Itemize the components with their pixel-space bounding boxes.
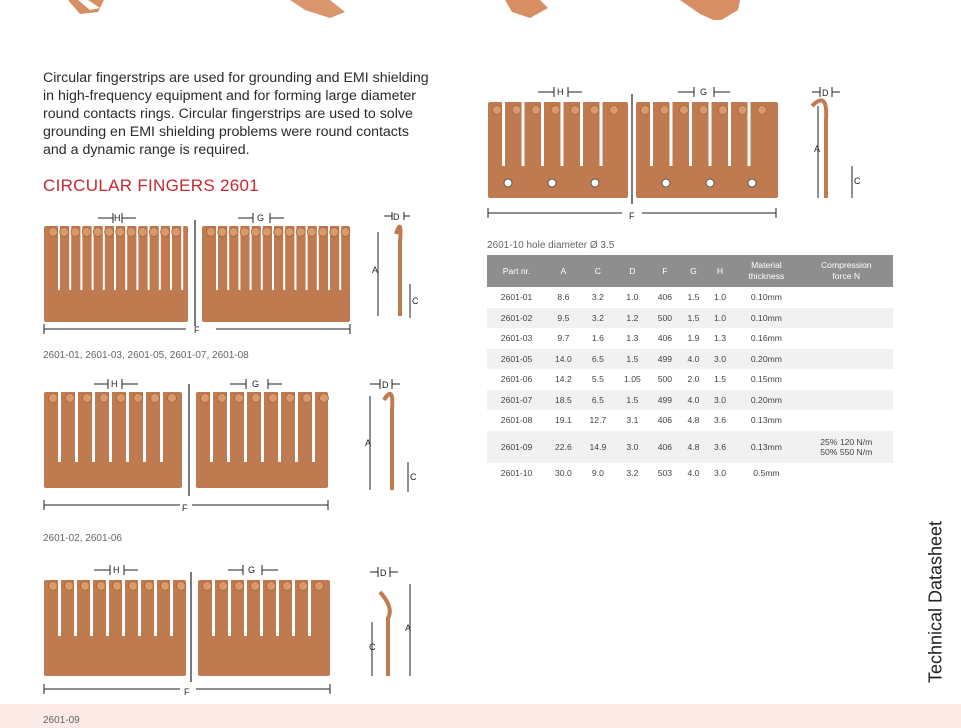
table-cell: 2601-03 [500,333,533,344]
finger-tip [145,582,154,591]
col-header-part: Part nr. [487,255,546,287]
figure-caption-4: 2601-10 hole diameter Ø 3.5 [487,240,615,251]
finger-slot [58,578,61,636]
table-cell: 4.0 [687,467,700,478]
finger-slot [75,390,78,462]
finger-slot [122,578,125,636]
table-cell: 0.10mm [733,308,799,329]
finger-slot [670,100,673,166]
finger-tip [299,582,308,591]
dim-label-f: F [184,687,190,697]
col-header-force-line: Compression [820,260,872,270]
finger-slot [276,578,279,636]
finger-slot [295,390,298,462]
finger-tip [320,394,329,403]
table-cell: 14.9 [581,431,616,463]
table-cell: 4.8 [687,415,700,426]
product-photo-2 [290,0,345,18]
finger-slot [181,224,183,290]
finger-tip [267,582,276,591]
intro-line: grounding en EMI shielding problems were round contacts [43,124,409,140]
finger-tip [512,106,521,115]
finger-tip [719,106,728,115]
finger-slot [709,100,712,166]
table-cell: 3.0 [615,431,650,463]
finger-tip [71,228,80,237]
table-cell: 406 [657,333,673,344]
figure-fingerstrip-1 [38,206,428,338]
finger-slot [689,100,692,166]
dim-label-g: G [257,213,265,223]
table-cell: 1.0 [707,308,734,329]
finger-tip [285,228,294,237]
table-cell: 2601-07 [487,390,546,411]
finger-tip [269,394,278,403]
table-row [487,308,893,329]
col-header-c: C [581,255,616,287]
finger-slot [278,390,281,462]
finger-slot [212,578,215,636]
dim-label-d: D [393,212,400,222]
table-cell: 0.13mm [733,431,799,463]
finger-slot [210,390,213,462]
finger-tip [81,582,90,591]
finger-slot [728,100,731,166]
finger-slot [227,390,230,462]
finger-tip [161,582,170,591]
product-photo-3 [505,0,548,18]
finger-tip [129,582,138,591]
table-row [487,328,893,349]
table-cell: 1.5 [615,349,650,370]
mount-hole [591,179,599,187]
table-cell: 2601-08 [500,415,533,426]
dim-label-d: D [822,88,829,98]
finger-slot [154,578,157,636]
finger-slot [143,390,146,462]
finger-tip [127,228,136,237]
table-cell: 1.5 [687,292,700,303]
footer-band [0,704,961,728]
table-cell: 0.10mm [750,292,782,303]
intro-paragraph [43,69,453,159]
finger-tip [307,228,316,237]
dim-label-d: D [382,380,389,390]
col-header-g: G [680,255,707,287]
table-cell: 4.8 [680,431,707,463]
table-cell: 1.3 [626,333,639,344]
finger-tip [113,582,122,591]
table-cell: 2601-06 [500,374,533,385]
finger-slot [502,100,505,166]
product-photo-1 [68,0,104,14]
finger-tip [319,228,328,237]
dim-label-a: A [372,265,379,275]
finger-tip [590,106,599,115]
figure-caption-3: 2601-09 [43,715,80,726]
finger-tip [117,394,126,403]
finger-tip [251,582,260,591]
table-cell: 6.5 [581,390,616,411]
table-cell-force [800,328,893,349]
table-cell: 30.0 [555,467,572,478]
table-cell: 1.6 [591,333,604,344]
finger-slot [160,390,163,462]
finger-tip [161,228,170,237]
finger-tip [660,106,669,115]
finger-slot [650,100,653,166]
table-cell-force [800,369,893,390]
table-cell: 2601-09 [487,431,546,463]
finger-tip [218,228,227,237]
figure-caption-1: 2601-01, 2601-03, 2601-05, 2601-07, 2601-08 [43,350,249,361]
col-header-material-line: thickness [748,271,785,281]
mount-hole [504,179,512,187]
table-cell: 2601-02 [487,308,546,329]
finger-tip [235,582,244,591]
table-row [487,369,893,390]
col-header-material [733,255,799,287]
finger-tip [49,228,58,237]
finger-slot [600,100,603,166]
table-cell: 0.5mm [753,467,780,478]
figure-fingerstrip-2 [38,374,428,514]
dim-label-g: G [252,379,260,389]
table-cell: 0.15mm [750,374,782,385]
finger-slot [308,578,311,636]
side-profile [384,394,392,490]
top-product-photos [0,0,961,20]
table-cell-force [800,308,893,329]
finger-tip [758,106,767,115]
table-cell-force [800,410,893,431]
finger-tip [168,394,177,403]
dim-label-c: C [369,642,376,652]
table-cell: 500 [650,308,681,329]
finger-slot [541,100,544,166]
table-cell: 1.5 [615,390,650,411]
finger-slot [244,390,247,462]
table-cell: 0.20mm [733,390,799,411]
table-cell: 8.6 [557,292,570,303]
finger-slot [170,578,173,636]
finger-tip [274,228,283,237]
col-header-h: H [707,255,734,287]
section-heading: CIRCULAR FINGERS 2601 [43,176,260,195]
table-cell: 406 [657,415,673,426]
table-row [487,463,893,484]
figure-fingerstrip-3 [38,558,428,698]
dim-label-g: G [248,565,256,575]
intro-line: in high-frequency equipment and for forming large diameter [43,88,417,104]
finger-slot [90,578,93,636]
figure-fingerstrip-4 [482,80,882,225]
finger-tip [138,228,147,237]
figure-caption-2: 2601-02, 2601-06 [43,533,122,544]
table-cell: 18.5 [546,390,581,411]
table-cell-force [800,463,893,484]
finger-slot [228,578,231,636]
finger-tip [65,582,74,591]
finger-slot [244,578,247,636]
finger-slot [748,100,751,166]
table-cell: 1.5 [714,374,726,385]
table-cell-force [800,431,893,463]
finger-tip [207,228,216,237]
table-cell: 2601-10 [500,467,533,478]
finger-tip [240,228,249,237]
col-header-force [800,255,893,287]
table-row [487,431,893,463]
finger-slot [138,578,141,636]
dim-label-g: G [700,87,708,97]
table-cell: 9.7 [557,333,570,344]
table-cell: 3.2 [626,467,639,478]
finger-slot [260,578,263,636]
table-cell: 9.0 [591,467,604,478]
finger-slot [261,390,264,462]
finger-tip [116,228,125,237]
col-header-f: F [650,255,681,287]
mount-hole [748,179,756,187]
finger-slot [561,100,564,166]
dim-label-f: F [629,211,635,221]
finger-slot [580,100,583,166]
finger-slot [92,390,95,462]
side-profile [380,592,390,676]
table-cell: 14.0 [546,349,581,370]
finger-tip [97,582,106,591]
finger-tip [100,394,109,403]
table-cell: 406 [650,431,681,463]
finger-tip [680,106,689,115]
finger-tip [201,394,210,403]
finger-tip [315,582,324,591]
finger-tip [105,228,114,237]
col-header-a: A [546,255,581,287]
finger-tip [60,228,69,237]
finger-tip [532,106,541,115]
table-row [487,410,893,431]
finger-tip [699,106,708,115]
col-header-force-line: force N [832,271,861,281]
table-cell: 2601-01 [500,292,533,303]
intro-line: and a dynamic range is required. [43,142,250,158]
table-cell: 3.6 [707,431,734,463]
table-cell: 0.16mm [750,333,782,344]
table-cell: 1.3 [714,333,726,344]
dim-label-c: C [412,296,419,306]
table-cell-force [800,390,893,411]
table-cell: 2.0 [687,374,700,385]
table-row [487,349,893,370]
finger-tip [330,228,339,237]
table-cell: 4.0 [680,349,707,370]
table-row [487,287,893,308]
finger-tip [251,228,260,237]
mount-hole [662,179,670,187]
table-cell: 19.1 [555,415,572,426]
finger-tip [493,106,502,115]
dim-label-h: H [557,87,564,97]
side-title [926,512,946,692]
dim-label-d: D [380,568,387,578]
dim-label-c: C [410,472,417,482]
table-cell-force [800,287,893,308]
table-cell: 500 [657,374,673,385]
finger-tip [738,106,747,115]
finger-tip [134,394,143,403]
intro-line: round contacts rings. Circular fingerstrips are used to solve [43,106,413,122]
table-cell: 3.2 [591,292,604,303]
finger-tip [303,394,312,403]
side-title-text: Technical Datasheet [925,520,946,684]
table-row [487,390,893,411]
table-cell: 3.0 [707,390,734,411]
table-cell: 0.13mm [750,415,782,426]
finger-tip [283,582,292,591]
dim-label-f: F [194,325,200,335]
finger-tip [286,394,295,403]
table-cell: 1.2 [615,308,650,329]
table-cell: 1.0 [714,292,726,303]
force-line: 25% 120 N/m [820,436,873,447]
finger-slot [292,578,295,636]
table-cell: 503 [657,467,673,478]
finger-tip [149,228,158,237]
table-cell: 0.20mm [733,349,799,370]
table-cell: 1.5 [680,308,707,329]
finger-tip [49,582,58,591]
finger-tip [49,394,58,403]
table-cell: 6.5 [581,349,616,370]
finger-tip [610,106,619,115]
table-cell: 5.5 [591,374,604,385]
finger-slot [74,578,77,636]
table-cell: 14.2 [555,374,572,385]
strip-right [202,226,350,322]
finger-tip [218,394,227,403]
table-cell: 499 [650,390,681,411]
finger-tip [219,582,228,591]
spec-table [487,255,893,483]
table-cell: 1.0 [626,292,639,303]
mount-hole [548,179,556,187]
finger-slot [312,390,315,462]
finger-tip [82,228,91,237]
finger-tip [551,106,560,115]
finger-tip [296,228,305,237]
dim-label-c: C [854,176,861,186]
side-profile [396,227,401,316]
finger-tip [571,106,580,115]
col-header-material-line: Material [751,260,782,270]
table-header-row [487,255,893,287]
intro-line: Circular fingerstrips are used for grounding and EMI shielding [43,70,429,86]
table-cell: 4.0 [680,390,707,411]
product-photo-4 [680,0,740,20]
finger-slot [106,578,109,636]
table-cell: 2601-05 [487,349,546,370]
finger-tip [235,394,244,403]
finger-tip [203,582,212,591]
finger-tip [151,394,160,403]
table-cell: 3.1 [626,415,639,426]
dim-label-h: H [114,213,121,223]
finger-tip [66,394,75,403]
dim-label-f: F [182,503,188,513]
table-cell-force [800,349,893,370]
col-header-d: D [615,255,650,287]
table-cell: 1.05 [624,374,641,385]
finger-slot [126,390,129,462]
finger-tip [83,394,92,403]
dim-label-h: H [111,379,118,389]
force-line: 50% 550 N/m [820,446,873,457]
finger-tip [177,582,186,591]
dim-label-a: A [365,438,372,448]
dim-label-h: H [113,565,120,575]
dim-label-a: A [405,623,412,633]
table-cell: 1.9 [687,333,700,344]
table-cell: 22.6 [546,431,581,463]
finger-tip [252,394,261,403]
table-cell: 3.2 [581,308,616,329]
table-cell: 9.5 [546,308,581,329]
dim-label-a: A [814,144,821,154]
table-cell: 3.6 [714,415,726,426]
finger-slot [522,100,525,166]
mount-hole [706,179,714,187]
table-cell: 406 [657,292,673,303]
finger-tip [229,228,238,237]
table-cell: 3.0 [707,349,734,370]
table-cell: 3.0 [714,467,726,478]
finger-slot [58,390,61,462]
finger-tip [263,228,272,237]
finger-slot [109,390,112,462]
table-cell: 12.7 [589,415,607,426]
finger-tip [341,228,350,237]
finger-tip [93,228,102,237]
finger-tip [641,106,650,115]
table-cell: 499 [650,349,681,370]
finger-tip [172,228,181,237]
